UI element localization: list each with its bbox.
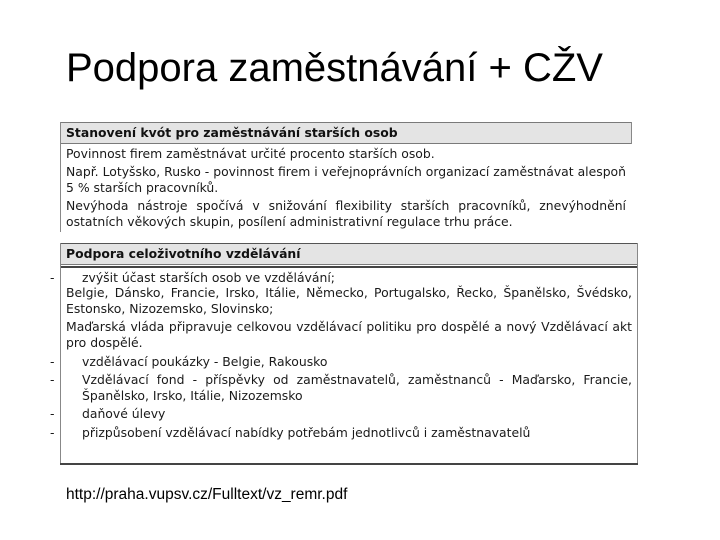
list-item: Belgie, Dánsko, Francie, Irsko, Itálie, Německo, Portugalsko, Řecko, Španělsko, Švédsko, Estonsko, Nizozemsko, Slovinsko; xyxy=(66,285,632,316)
box-border xyxy=(60,243,61,465)
box-border xyxy=(60,122,61,232)
lifelong-learning-box xyxy=(50,243,638,465)
list-dash: - xyxy=(50,269,55,285)
list-dash: - xyxy=(50,406,55,422)
list-dash: - xyxy=(50,372,55,388)
list-item xyxy=(50,424,632,441)
quota-box xyxy=(60,122,632,232)
list-item-text: daňové úlevy xyxy=(82,406,166,422)
lifelong-learning-body xyxy=(50,266,638,441)
list-item xyxy=(50,353,632,370)
list-dash: - xyxy=(50,353,55,369)
quota-box-header: Stanovení kvót pro zaměstnávání starších osob xyxy=(60,122,632,144)
box-border xyxy=(631,122,632,144)
list-item xyxy=(50,269,632,286)
list-item-text: přizpůsobení vzdělávací nabídky potřebám jednotlivců i zaměstnavatelů xyxy=(82,424,531,440)
list-item xyxy=(50,406,632,422)
box-border xyxy=(60,463,638,465)
quota-paragraph: Např. Lotyšsko, Rusko - povinnost firem i veřejnoprávních organizací zaměstnávat alespoň 5 % starších pracovníků. xyxy=(66,164,626,195)
list-item-text: Vzdělávací fond - příspěvky od zaměstnavatelů, zaměstnanců - Maďarsko, Francie, Španělsko, Irsko, Itálie, Nizozemsko xyxy=(82,372,632,403)
quota-paragraph: Nevýhoda nástroje spočívá v snižování flexibility starších pracovníků, znevýhodnění ostatních věkových skupin, posílení administrativní regulace trhu práce. xyxy=(66,198,626,229)
list-item-text: zvýšit účast starších osob ve vzdělávání; xyxy=(82,269,335,285)
list-item-text: vzdělávací poukázky - Belgie, Rakousko xyxy=(82,353,328,369)
list-item xyxy=(50,372,632,403)
box-border xyxy=(637,243,638,465)
lifelong-learning-header: Podpora celoživotního vzdělávání xyxy=(60,243,638,265)
quota-box-body xyxy=(60,144,632,230)
slide-title: Podpora zaměstnávání + CŽV xyxy=(66,46,603,90)
quota-paragraph: Povinnost firem zaměstnávat určité procento starších osob. xyxy=(66,145,435,161)
list-dash: - xyxy=(50,424,55,440)
list-item: Maďarská vláda připravuje celkovou vzdělávací politiku pro dospělé a nový Vzdělávací akt pro dospělé. xyxy=(66,319,632,350)
source-link[interactable]: http://praha.vupsv.cz/Fulltext/vz_remr.pdf xyxy=(66,486,348,503)
